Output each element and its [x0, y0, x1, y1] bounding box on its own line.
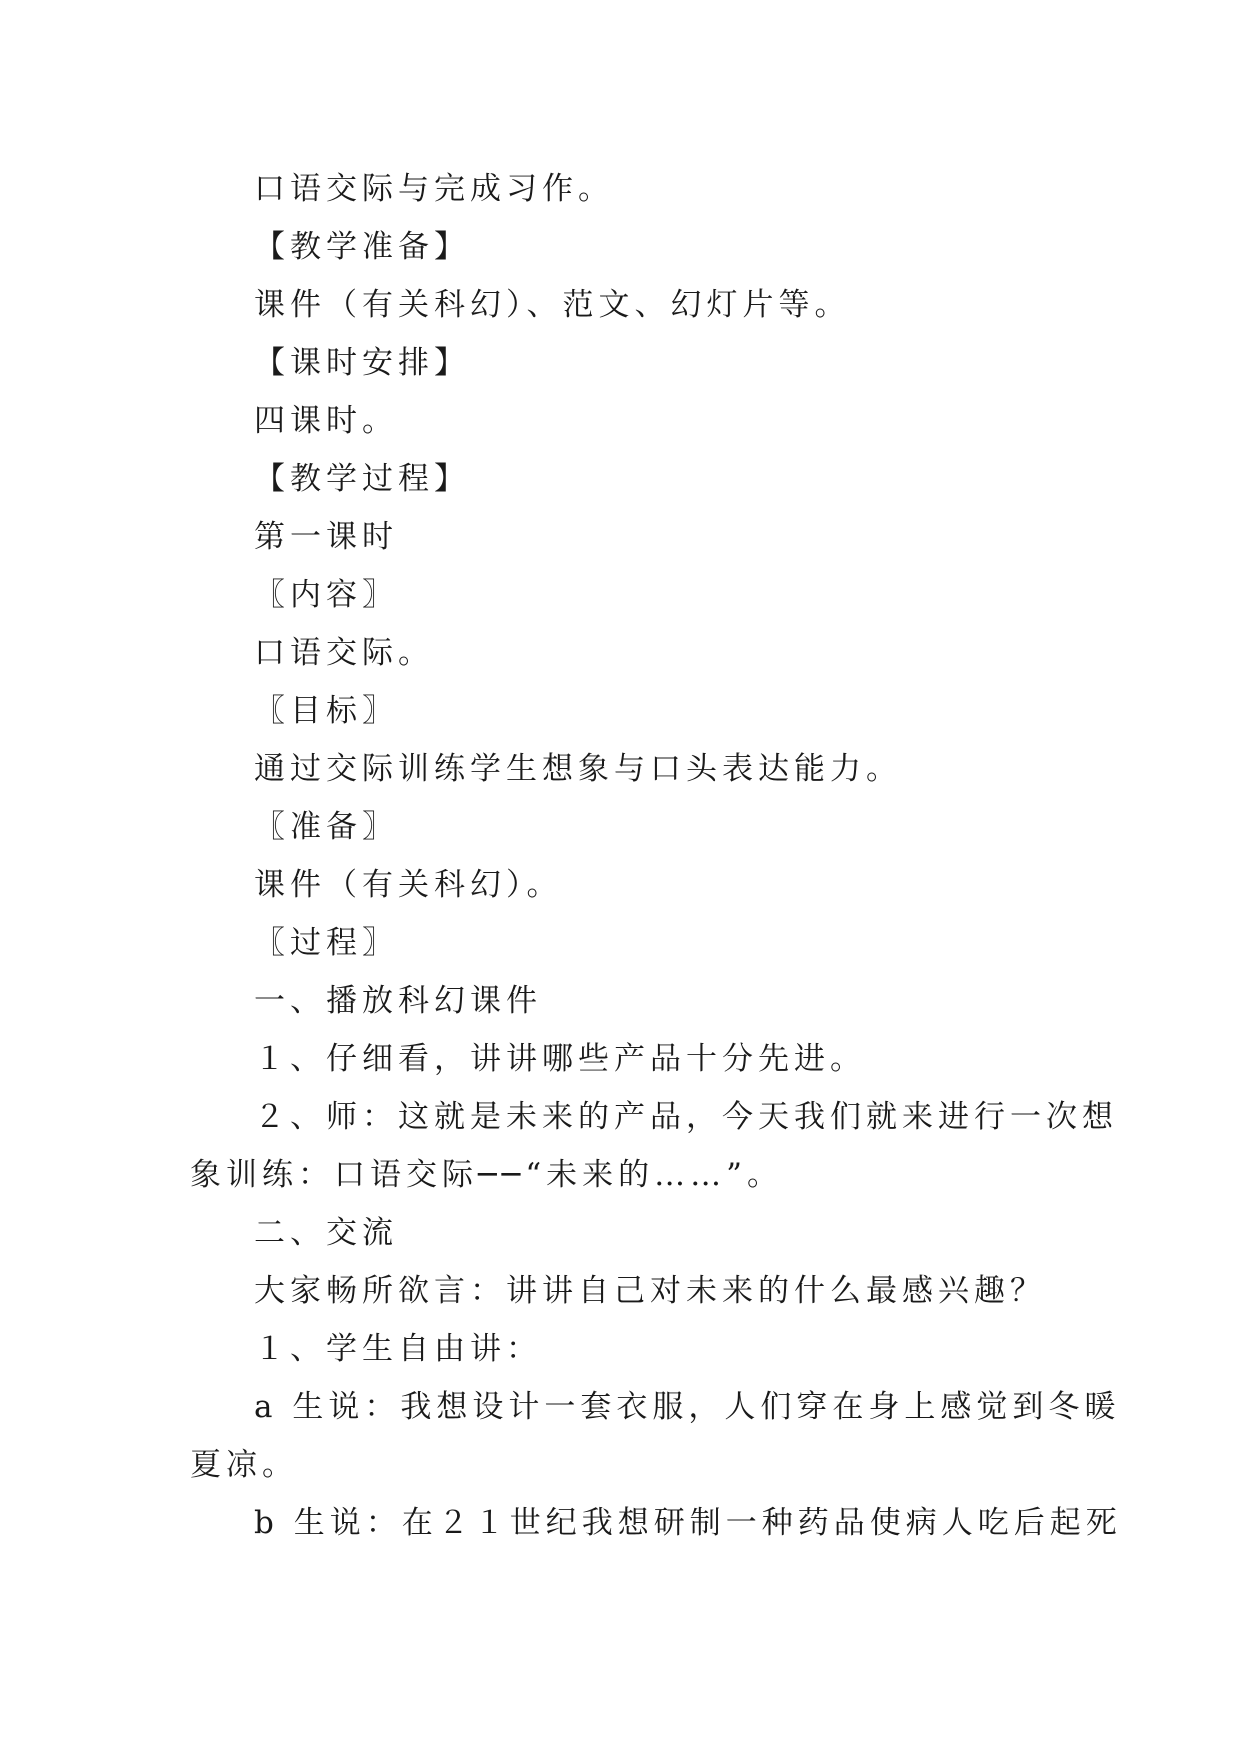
paragraph-line: 课件（有关科幻）、范文、幻灯片等。 [254, 287, 851, 323]
paragraph-line: 口语交际。 [254, 635, 434, 671]
document-body [190, 160, 1122, 1552]
paragraph-line: 课件（有关科幻）。 [254, 867, 563, 903]
list-item: a 生说：我想设计一套衣服，人们穿在身上感觉到冬暖 [254, 1389, 1121, 1425]
paragraph-line: 大家畅所欲言：讲讲自己对未来的什么最感兴趣？ [254, 1273, 1046, 1309]
list-item-continuation: 夏凉。 [190, 1447, 298, 1483]
subsection-heading: 〖内容〗 [254, 577, 398, 613]
paragraph-line: 口语交际与完成习作。 [254, 171, 614, 207]
paragraph-line: 通过交际训练学生想象与口头表达能力。 [254, 751, 902, 787]
list-item-continuation: 象训练：口语交际──“未来的……”。 [190, 1157, 784, 1193]
list-item: １、仔细看，讲讲哪些产品十分先进。 [254, 1041, 866, 1077]
step-heading: 一、播放科幻课件 [254, 983, 542, 1019]
list-item: １、学生自由讲： [254, 1331, 542, 1367]
section-heading: 【教学准备】 [254, 229, 470, 265]
subsection-heading: 〖目标〗 [254, 693, 398, 729]
list-item: ２、师：这就是未来的产品，今天我们就来进行一次想 [254, 1099, 1118, 1135]
lesson-title: 第一课时 [254, 519, 398, 555]
list-item: b 生说：在２１世纪我想研制一种药品使病人吃后起死 [254, 1505, 1122, 1541]
paragraph-line: 四课时。 [254, 403, 398, 439]
section-heading: 【课时安排】 [254, 345, 470, 381]
subsection-heading: 〖准备〗 [254, 809, 398, 845]
step-heading: 二、交流 [254, 1215, 398, 1251]
section-heading: 【教学过程】 [254, 461, 470, 497]
subsection-heading: 〖过程〗 [254, 925, 398, 961]
